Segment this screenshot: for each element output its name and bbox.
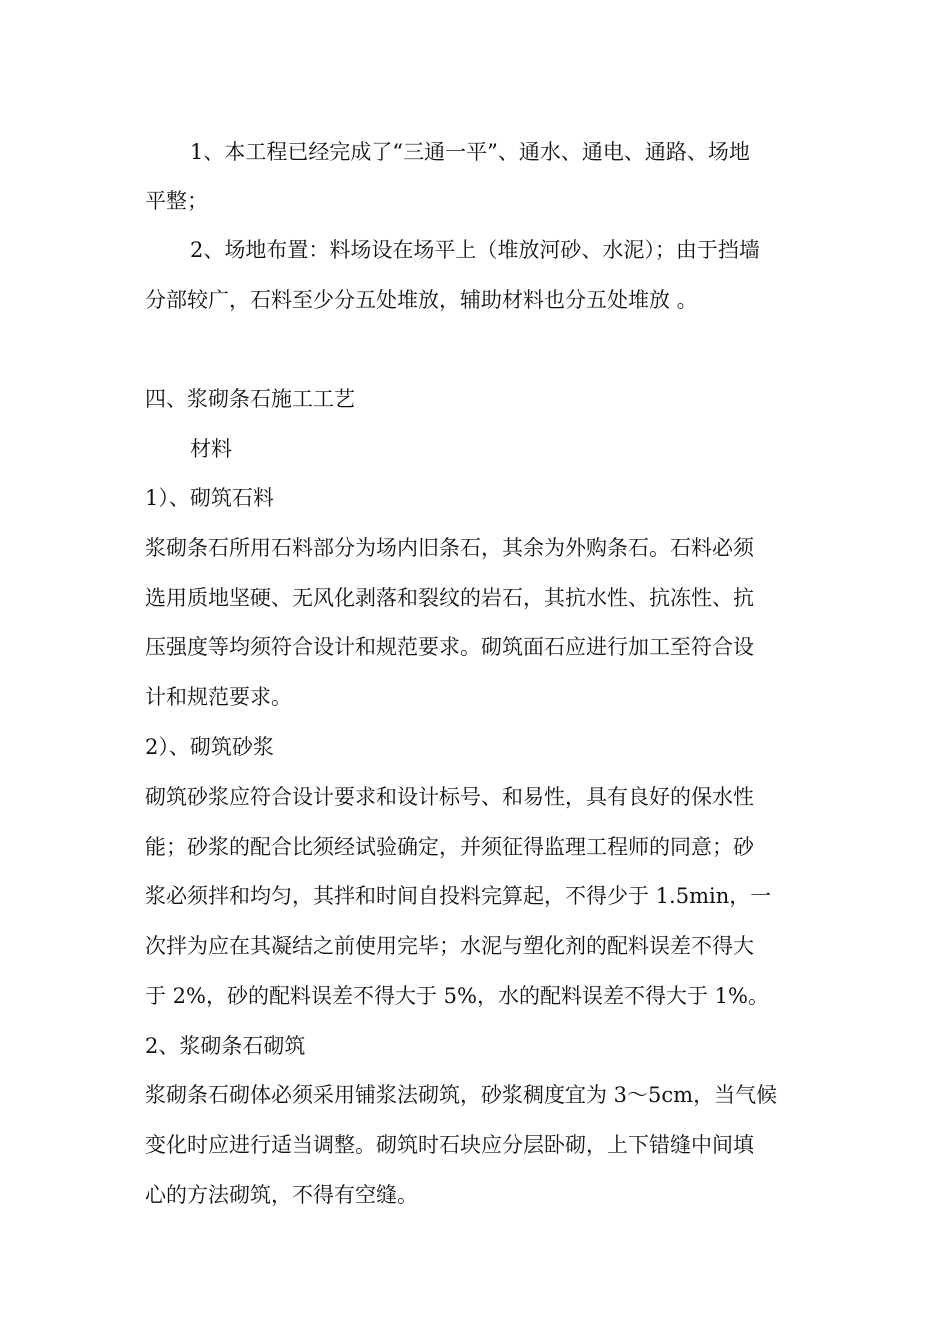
section-heading: 四、浆砌条石施工工艺	[145, 387, 355, 411]
subheading-materials: 材料	[190, 437, 232, 461]
paragraph-1-line-1: 1、本工程已经完成了“三通一平”、通水、通电、通路、场地	[190, 140, 750, 164]
mortar-paragraph-line-3: 浆必须拌和均匀，其拌和时间自投料完算起，不得少于 1.5min，一	[145, 884, 772, 908]
stone-paragraph-line-1: 浆砌条石所用石料部分为场内旧条石，其余为外购条石。石料必须	[145, 536, 754, 560]
stone-paragraph-line-3: 压强度等均须符合设计和规范要求。砌筑面石应进行加工至符合设	[145, 635, 754, 659]
mortar-paragraph-line-2: 能；砂浆的配合比须经试验确定，并须征得监理工程师的同意；砂	[145, 835, 754, 859]
masonry-paragraph-line-3: 心的方法砌筑，不得有空缝。	[145, 1183, 418, 1207]
stone-paragraph-line-2: 选用质地坚硬、无风化剥落和裂纹的岩石，其抗水性、抗冻性、抗	[145, 586, 754, 610]
subheading-mortar: 2）、砌筑砂浆	[145, 735, 274, 759]
paragraph-1-line-2: 平整；	[145, 189, 208, 213]
mortar-paragraph-line-4: 次拌为应在其凝结之前使用完毕；水泥与塑化剂的配料误差不得大	[145, 934, 754, 958]
masonry-paragraph-line-1: 浆砌条石砌体必须采用铺浆法砌筑，砂浆稠度宜为 3～5cm，当气候	[145, 1083, 778, 1107]
stone-paragraph-line-4: 计和规范要求。	[145, 685, 292, 709]
subheading-masonry: 2、浆砌条石砌筑	[145, 1034, 306, 1058]
paragraph-2-line-1: 2、场地布置：料场设在场平上（堆放河砂、水泥）；由于挡墙	[190, 238, 760, 262]
mortar-paragraph-line-1: 砌筑砂浆应符合设计要求和设计标号、和易性，具有良好的保水性	[145, 785, 754, 809]
subheading-stone: 1）、砌筑石料	[145, 486, 274, 510]
paragraph-2-line-2: 分部较广，石料至少分五处堆放，辅助材料也分五处堆放 。	[145, 288, 698, 312]
mortar-paragraph-line-5: 于 2%，砂的配料误差不得大于 5%，水的配料误差不得大于 1%。	[145, 984, 769, 1008]
masonry-paragraph-line-2: 变化时应进行适当调整。砌筑时石块应分层卧砌，上下错缝中间填	[145, 1133, 754, 1157]
